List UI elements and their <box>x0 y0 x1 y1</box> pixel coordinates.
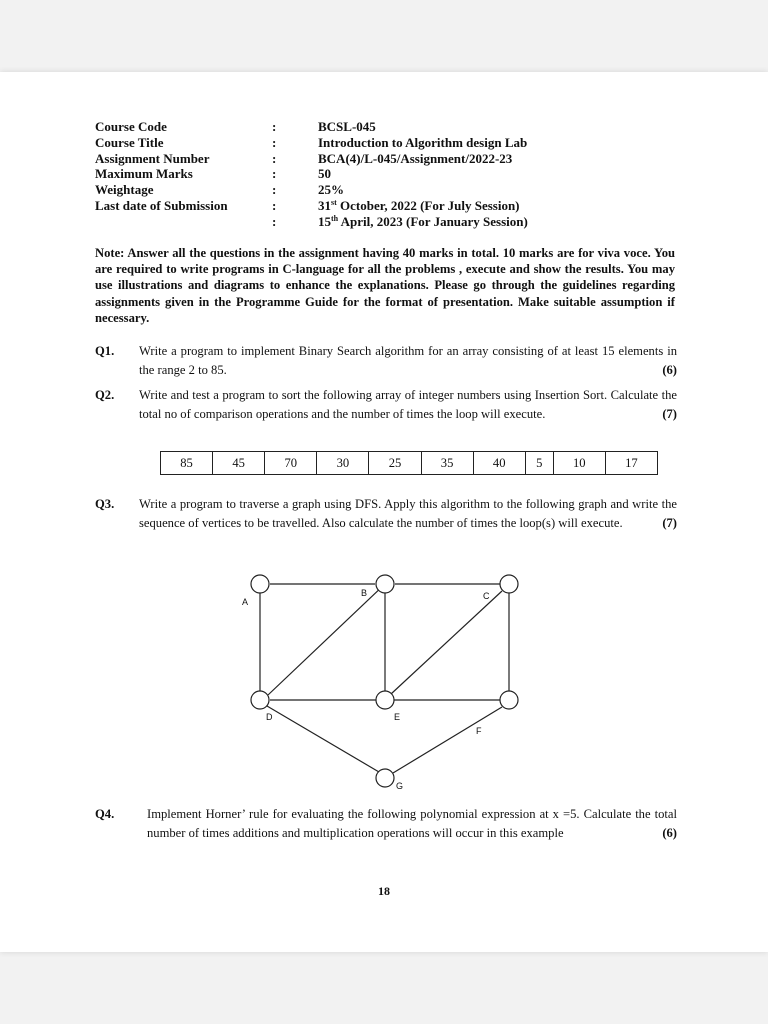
question-number: Q2. <box>95 388 115 402</box>
graph-node-a <box>251 575 269 593</box>
array-cell: 17 <box>605 452 657 475</box>
question-3 <box>95 495 677 533</box>
array-cell: 35 <box>421 452 473 475</box>
graph-edge-c-e <box>391 591 502 694</box>
array-cell: 10 <box>553 452 605 475</box>
array-cell: 5 <box>525 452 553 475</box>
meta-colon: : <box>272 134 277 150</box>
question-marks: (6) <box>662 826 677 840</box>
question-number: Q3. <box>95 497 115 511</box>
meta-label: Course Title <box>95 134 164 150</box>
array-cell: 40 <box>473 452 525 475</box>
question-number: Q1. <box>95 344 115 358</box>
meta-value: Introduction to Algorithm design Lab <box>318 134 528 150</box>
graph-edge-f-g <box>393 707 502 773</box>
meta-value-date: 15th April, 2023 (For January Session) <box>318 213 528 229</box>
question-text: Write a program to implement Binary Search algorithm for an array consisting of at least 15 elements in the range 2 to 85. <box>139 344 677 377</box>
graph-label-f: F <box>476 726 482 736</box>
graph-node-f <box>500 691 518 709</box>
graph-label-c: C <box>483 591 490 601</box>
meta-label: Assignment Number <box>95 150 210 166</box>
array-table <box>160 451 658 475</box>
graph-label-a: A <box>242 597 249 607</box>
question-marks: (7) <box>662 516 677 530</box>
graph-node-g <box>376 769 394 787</box>
graph-node-c <box>500 575 518 593</box>
graph-node-e <box>376 691 394 709</box>
meta-value: 50 <box>318 166 331 182</box>
question-marks: (7) <box>662 407 677 421</box>
question-number: Q4. <box>95 807 115 821</box>
question-4 <box>95 805 677 843</box>
array-cell: 85 <box>161 452 213 475</box>
question-marks: (6) <box>662 363 677 377</box>
meta-colon: : <box>272 119 277 134</box>
question-text: Implement Horner’ rule for evaluating the following polynomial expression at x =5. Calculate the total number of times additions and multiplication operations will occur in this example <box>147 807 677 840</box>
graph-label-e: E <box>394 712 401 722</box>
graph-edge-d-g <box>267 706 379 772</box>
meta-value-date: 31st October, 2022 (For July Session) <box>318 197 520 213</box>
graph-label-g: G <box>396 781 404 791</box>
graph-edge-b-d <box>268 584 385 695</box>
graph-label-b: B <box>361 588 368 598</box>
meta-colon: : <box>272 150 277 166</box>
array-cell: 30 <box>317 452 369 475</box>
array-cell: 25 <box>369 452 421 475</box>
question-text: Write and test a program to sort the following array of integer numbers using Insertion Sort. Calculate the total no of comparison operations and the number of times the loop will execute. <box>139 388 677 421</box>
dfs-graph-diagram <box>230 565 530 795</box>
question-1 <box>95 342 677 380</box>
assignment-note: Note: Answer all the questions in the assignment having 40 marks in total. 10 marks are for viva voce. You are required to write programs in C-language for all the problems , execute and show the results. You may use illustrations and diagrams to enhance the explanations. Please go through the guidelines regarding assignments given in the Programme Guide for the format of presentation. Make suitable assumption if necessary. <box>95 246 675 325</box>
meta-label: Last date of Submission <box>95 197 228 213</box>
meta-colon: : <box>272 166 277 182</box>
document-page <box>0 72 768 952</box>
meta-colon: : <box>272 213 277 229</box>
graph-node-d <box>251 691 269 709</box>
meta-value: BCA(4)/L-045/Assignment/2022-23 <box>318 150 513 166</box>
array-cell: 70 <box>265 452 317 475</box>
graph-node-b <box>376 575 394 593</box>
meta-value: 25% <box>318 182 344 198</box>
page-number: 18 <box>378 884 390 898</box>
graph-label-d: D <box>266 712 273 722</box>
meta-colon: : <box>272 197 277 213</box>
meta-label: Course Code <box>95 119 167 134</box>
array-cell: 45 <box>213 452 265 475</box>
question-2 <box>95 386 677 424</box>
meta-label: Maximum Marks <box>95 166 193 182</box>
array-row <box>161 452 658 475</box>
question-text: Write a program to traverse a graph using DFS. Apply this algorithm to the following graph and write the sequence of vertices to be travelled. Also calculate the number of times the loop(s) will execute. <box>139 497 677 530</box>
meta-label: Weightage <box>95 182 154 198</box>
meta-value: BCSL-045 <box>318 119 376 134</box>
meta-colon: : <box>272 182 277 198</box>
